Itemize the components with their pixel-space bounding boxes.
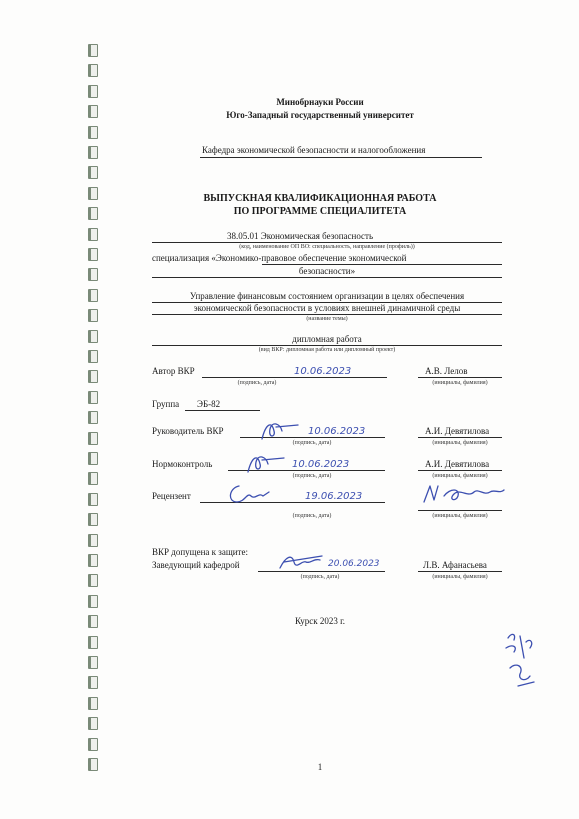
admission-line: ВКР допущена к защите: — [152, 547, 248, 557]
binding-ring — [88, 615, 98, 628]
norm-control-name-caption: (инициалы, фамилия) — [432, 473, 488, 479]
norm-control-name-line — [418, 470, 502, 471]
author-name-line — [418, 377, 502, 378]
program-code: 38.05.01 Экономическая безопасность — [227, 231, 374, 241]
author-name-caption: (инициалы, фамилия) — [432, 380, 488, 386]
binding-ring — [88, 717, 98, 730]
binding-ring — [88, 268, 98, 281]
author-name: А.В. Лелов — [425, 366, 468, 376]
binding-ring — [88, 64, 98, 77]
group-underline — [185, 410, 260, 411]
binding-ring — [88, 411, 98, 424]
binding-ring — [88, 44, 98, 57]
svg-text:19.06.2023: 19.06.2023 — [305, 491, 363, 502]
page-number: 1 — [317, 762, 323, 772]
svg-text:10.06.2023: 10.06.2023 — [308, 426, 366, 437]
specialization-line1: специализация «Экономико-правовое обеспечение экономической — [152, 253, 407, 263]
spiral-binding — [88, 44, 102, 784]
norm-control-sign-caption: (подпись, дата) — [292, 473, 332, 479]
binding-ring — [88, 370, 98, 383]
supervisor-label: Руководитель ВКР — [152, 426, 224, 436]
department-name: Кафедра экономической безопасности и налогообложения — [202, 145, 426, 155]
department-head-name: Л.В. Афанасьева — [423, 560, 487, 570]
binding-ring — [88, 513, 98, 526]
binding-ring — [88, 146, 98, 159]
binding-ring — [88, 656, 98, 669]
binding-ring — [88, 636, 98, 649]
svg-text:20.06.2023: 20.06.2023 — [328, 559, 380, 569]
document-title-line1: ВЫПУСКНАЯ КВАЛИФИКАЦИОННАЯ РАБОТА — [203, 193, 437, 204]
program-caption: (код, наименование ОП ВО: специальность, направление (профиль)) — [239, 244, 415, 250]
binding-ring — [88, 289, 98, 302]
ministry-name: Минобрнауки России — [276, 97, 364, 107]
supervisor-name: А.И. Девятилова — [425, 426, 490, 436]
binding-ring — [88, 574, 98, 587]
topic-caption: (название темы) — [306, 316, 348, 322]
binding-ring — [88, 676, 98, 689]
author-label: Автор ВКР — [152, 366, 195, 376]
topic-line1: Управление финансовым состоянием организации в целях обеспечения — [189, 291, 465, 301]
binding-ring — [88, 228, 98, 241]
norm-control-label: Нормоконтроль — [152, 459, 213, 469]
reviewer-sign-caption: (подпись, дата) — [292, 513, 332, 519]
specialization-underline2 — [152, 277, 502, 278]
binding-ring — [88, 126, 98, 139]
author-sign-caption: (подпись, дата) — [237, 380, 277, 386]
city-year: Курск 2023 г. — [294, 616, 346, 626]
group-value: ЭБ-82 — [197, 399, 221, 409]
work-type-underline — [152, 345, 502, 346]
binding-ring — [88, 207, 98, 220]
department-head-sign-caption: (подпись, дата) — [300, 574, 340, 580]
binding-ring — [88, 472, 98, 485]
svg-text:10.06.2023: 10.06.2023 — [294, 366, 352, 377]
margin-handwritten-note — [500, 628, 546, 694]
svg-text:10.06.2023: 10.06.2023 — [292, 459, 350, 470]
binding-ring — [88, 697, 98, 710]
reviewer-name-line — [418, 510, 502, 511]
department-underline — [200, 157, 482, 158]
binding-ring — [88, 391, 98, 404]
binding-ring — [88, 738, 98, 751]
specialization-underline1 — [262, 264, 502, 265]
binding-ring — [88, 248, 98, 261]
document-title-line2: ПО ПРОГРАММЕ СПЕЦИАЛИТЕТА — [233, 206, 407, 217]
binding-ring — [88, 330, 98, 343]
binding-ring — [88, 105, 98, 118]
binding-ring — [88, 309, 98, 322]
supervisor-name-caption: (инициалы, фамилия) — [432, 440, 488, 446]
reviewer-name-caption: (инициалы, фамилия) — [432, 513, 488, 519]
work-type-caption: (вид ВКР: дипломная работа или дипломный проект) — [258, 347, 396, 353]
group-label: Группа — [152, 399, 180, 409]
university-name: Юго-Западный государственный университет — [226, 110, 414, 120]
department-head-name-line — [418, 571, 502, 572]
binding-ring — [88, 554, 98, 567]
binding-ring — [88, 187, 98, 200]
binding-ring — [88, 85, 98, 98]
topic-line2: экономической безопасности в условиях внешней динамичной среды — [193, 303, 461, 313]
binding-ring — [88, 493, 98, 506]
department-head-signature — [276, 548, 396, 576]
reviewer-name-signature — [420, 480, 510, 508]
topic-underline2 — [152, 314, 502, 315]
work-type-value: дипломная работа — [292, 334, 362, 344]
binding-ring — [88, 350, 98, 363]
reviewer-label: Рецензент — [152, 491, 191, 501]
program-underline — [152, 242, 502, 243]
binding-ring — [88, 432, 98, 445]
binding-ring — [88, 758, 98, 771]
binding-ring — [88, 534, 98, 547]
supervisor-sign-caption: (подпись, дата) — [292, 440, 332, 446]
binding-ring — [88, 452, 98, 465]
binding-ring — [88, 595, 98, 608]
author-signature-date — [292, 360, 382, 380]
specialization-line2: безопасности» — [298, 266, 356, 276]
reviewer-signature — [225, 478, 385, 508]
norm-control-name: А.И. Девятилова — [425, 459, 490, 469]
supervisor-name-line — [418, 437, 502, 438]
binding-ring — [88, 166, 98, 179]
department-head-label: Заведующий кафедрой — [152, 560, 240, 570]
department-head-name-caption: (инициалы, фамилия) — [432, 574, 488, 580]
